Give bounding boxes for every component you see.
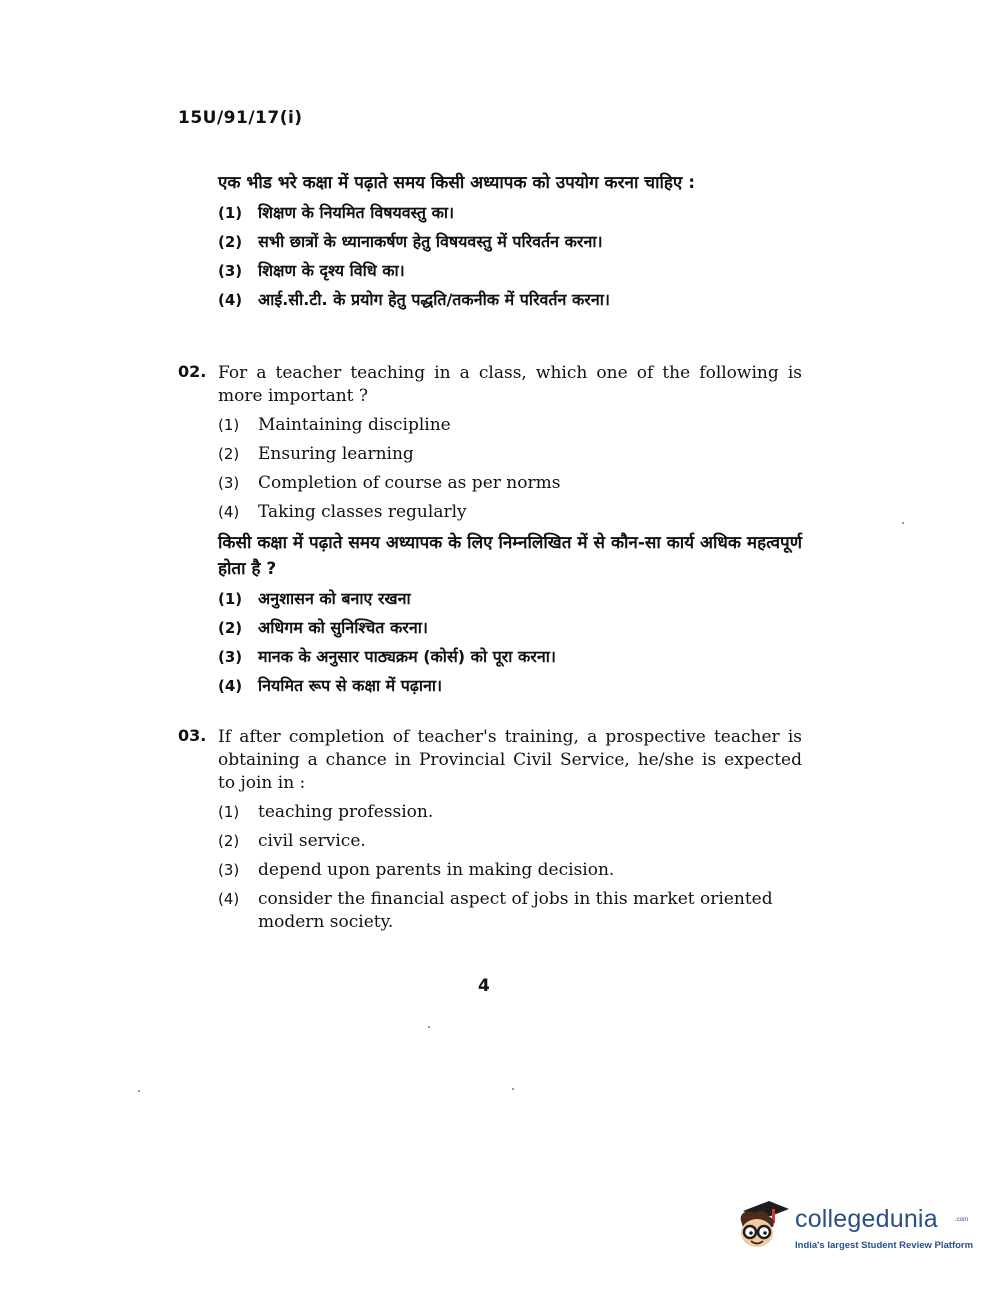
option-text: अधिगम को सुनिश्चित करना। bbox=[258, 618, 428, 637]
option-number: (3) bbox=[218, 648, 243, 666]
paper-code: 15U/91/17(i) bbox=[178, 108, 303, 128]
option-text: Completion of course as per norms bbox=[258, 473, 561, 493]
option-item bbox=[218, 260, 808, 282]
option-text: आई.सी.टी. के प्रयोग हेतु पद्धति/तकनीक में परिवर्तन करना। bbox=[258, 290, 610, 309]
option-text: शिक्षण के दृश्य विधि का। bbox=[258, 261, 405, 280]
option-item bbox=[218, 501, 808, 524]
option-item bbox=[218, 414, 808, 437]
option-text: civil service. bbox=[258, 831, 366, 851]
question-1-hindi-stem: एक भीड भरे कक्षा में पढ़ाते समय किसी अध्यापक को उपयोग करना चाहिए : bbox=[218, 173, 696, 193]
logo-wordmark: collegedunia bbox=[795, 1205, 938, 1233]
question-number: 02. bbox=[178, 362, 207, 381]
question-2-options bbox=[218, 414, 808, 524]
question-2 bbox=[178, 362, 808, 704]
option-number: (2) bbox=[218, 445, 240, 463]
option-text: मानक के अनुसार पाठ्यक्रम (कोर्स) को पूरा करना। bbox=[258, 647, 556, 666]
question-1-hindi-options bbox=[218, 202, 808, 311]
logo-dotcom: .com bbox=[955, 1217, 969, 1223]
option-item bbox=[218, 289, 808, 311]
option-text: teaching profession. bbox=[258, 802, 434, 822]
question-2-stem: For a teacher teaching in a class, which one of the following is more important ? bbox=[218, 363, 802, 406]
question-1-hindi bbox=[178, 170, 808, 318]
option-item bbox=[218, 202, 808, 224]
option-number: (1) bbox=[218, 204, 243, 222]
option-item bbox=[218, 617, 808, 639]
option-number: (3) bbox=[218, 861, 240, 879]
option-item bbox=[218, 443, 808, 466]
option-item bbox=[218, 231, 808, 253]
question-number: 03. bbox=[178, 726, 207, 745]
scan-speck bbox=[512, 1088, 514, 1090]
option-number: (2) bbox=[218, 832, 240, 850]
question-3-stem: If after completion of teacher's training, a prospective teacher is obtaining a chance in Provincial Civil Service, he/she is expected to join in : bbox=[218, 727, 802, 793]
option-item bbox=[218, 646, 808, 668]
logo-tagline: India's largest Student Review Platform bbox=[795, 1240, 974, 1251]
option-text: अनुशासन को बनाए रखना bbox=[258, 589, 411, 608]
option-item bbox=[218, 472, 808, 495]
option-item bbox=[218, 675, 808, 697]
option-number: (4) bbox=[218, 291, 243, 309]
scan-speck bbox=[138, 1090, 140, 1092]
scan-speck bbox=[902, 522, 904, 524]
option-item bbox=[218, 888, 808, 934]
option-text: Maintaining discipline bbox=[258, 415, 451, 435]
option-text: Taking classes regularly bbox=[258, 502, 467, 522]
option-number: (1) bbox=[218, 803, 240, 821]
option-text: consider the financial aspect of jobs in this market oriented modern society. bbox=[258, 889, 773, 932]
option-number: (2) bbox=[218, 619, 243, 637]
question-2-hindi-options bbox=[218, 588, 808, 697]
option-item bbox=[218, 588, 808, 610]
option-number: (1) bbox=[218, 416, 240, 434]
option-text: Ensuring learning bbox=[258, 444, 414, 464]
question-3 bbox=[178, 726, 808, 940]
page-number: 4 bbox=[478, 976, 490, 996]
option-text: depend upon parents in making decision. bbox=[258, 860, 615, 880]
option-text: शिक्षण के नियमित विषयवस्तु का। bbox=[258, 203, 455, 222]
option-number: (3) bbox=[218, 262, 243, 280]
scan-speck bbox=[428, 1026, 430, 1028]
option-item bbox=[218, 859, 808, 882]
option-text: नियमित रूप से कक्षा में पढ़ाना। bbox=[258, 676, 443, 695]
option-number: (4) bbox=[218, 503, 240, 521]
option-number: (1) bbox=[218, 590, 243, 608]
option-item bbox=[218, 801, 808, 824]
option-text: सभी छात्रों के ध्यानाकर्षण हेतु विषयवस्तु में परिवर्तन करना। bbox=[258, 232, 603, 251]
option-item bbox=[218, 830, 808, 853]
option-number: (4) bbox=[218, 890, 240, 908]
option-number: (4) bbox=[218, 677, 243, 695]
question-3-options bbox=[218, 801, 808, 934]
collegedunia-logo[interactable] bbox=[733, 1195, 974, 1265]
mascot-icon bbox=[733, 1195, 791, 1257]
option-number: (2) bbox=[218, 233, 243, 251]
option-number: (3) bbox=[218, 474, 240, 492]
question-2-hindi-stem: किसी कक्षा में पढ़ाते समय अध्यापक के लिए निम्नलिखित में से कौन-सा कार्य अधिक महत्वपूर्ण होता है ? bbox=[218, 533, 802, 579]
